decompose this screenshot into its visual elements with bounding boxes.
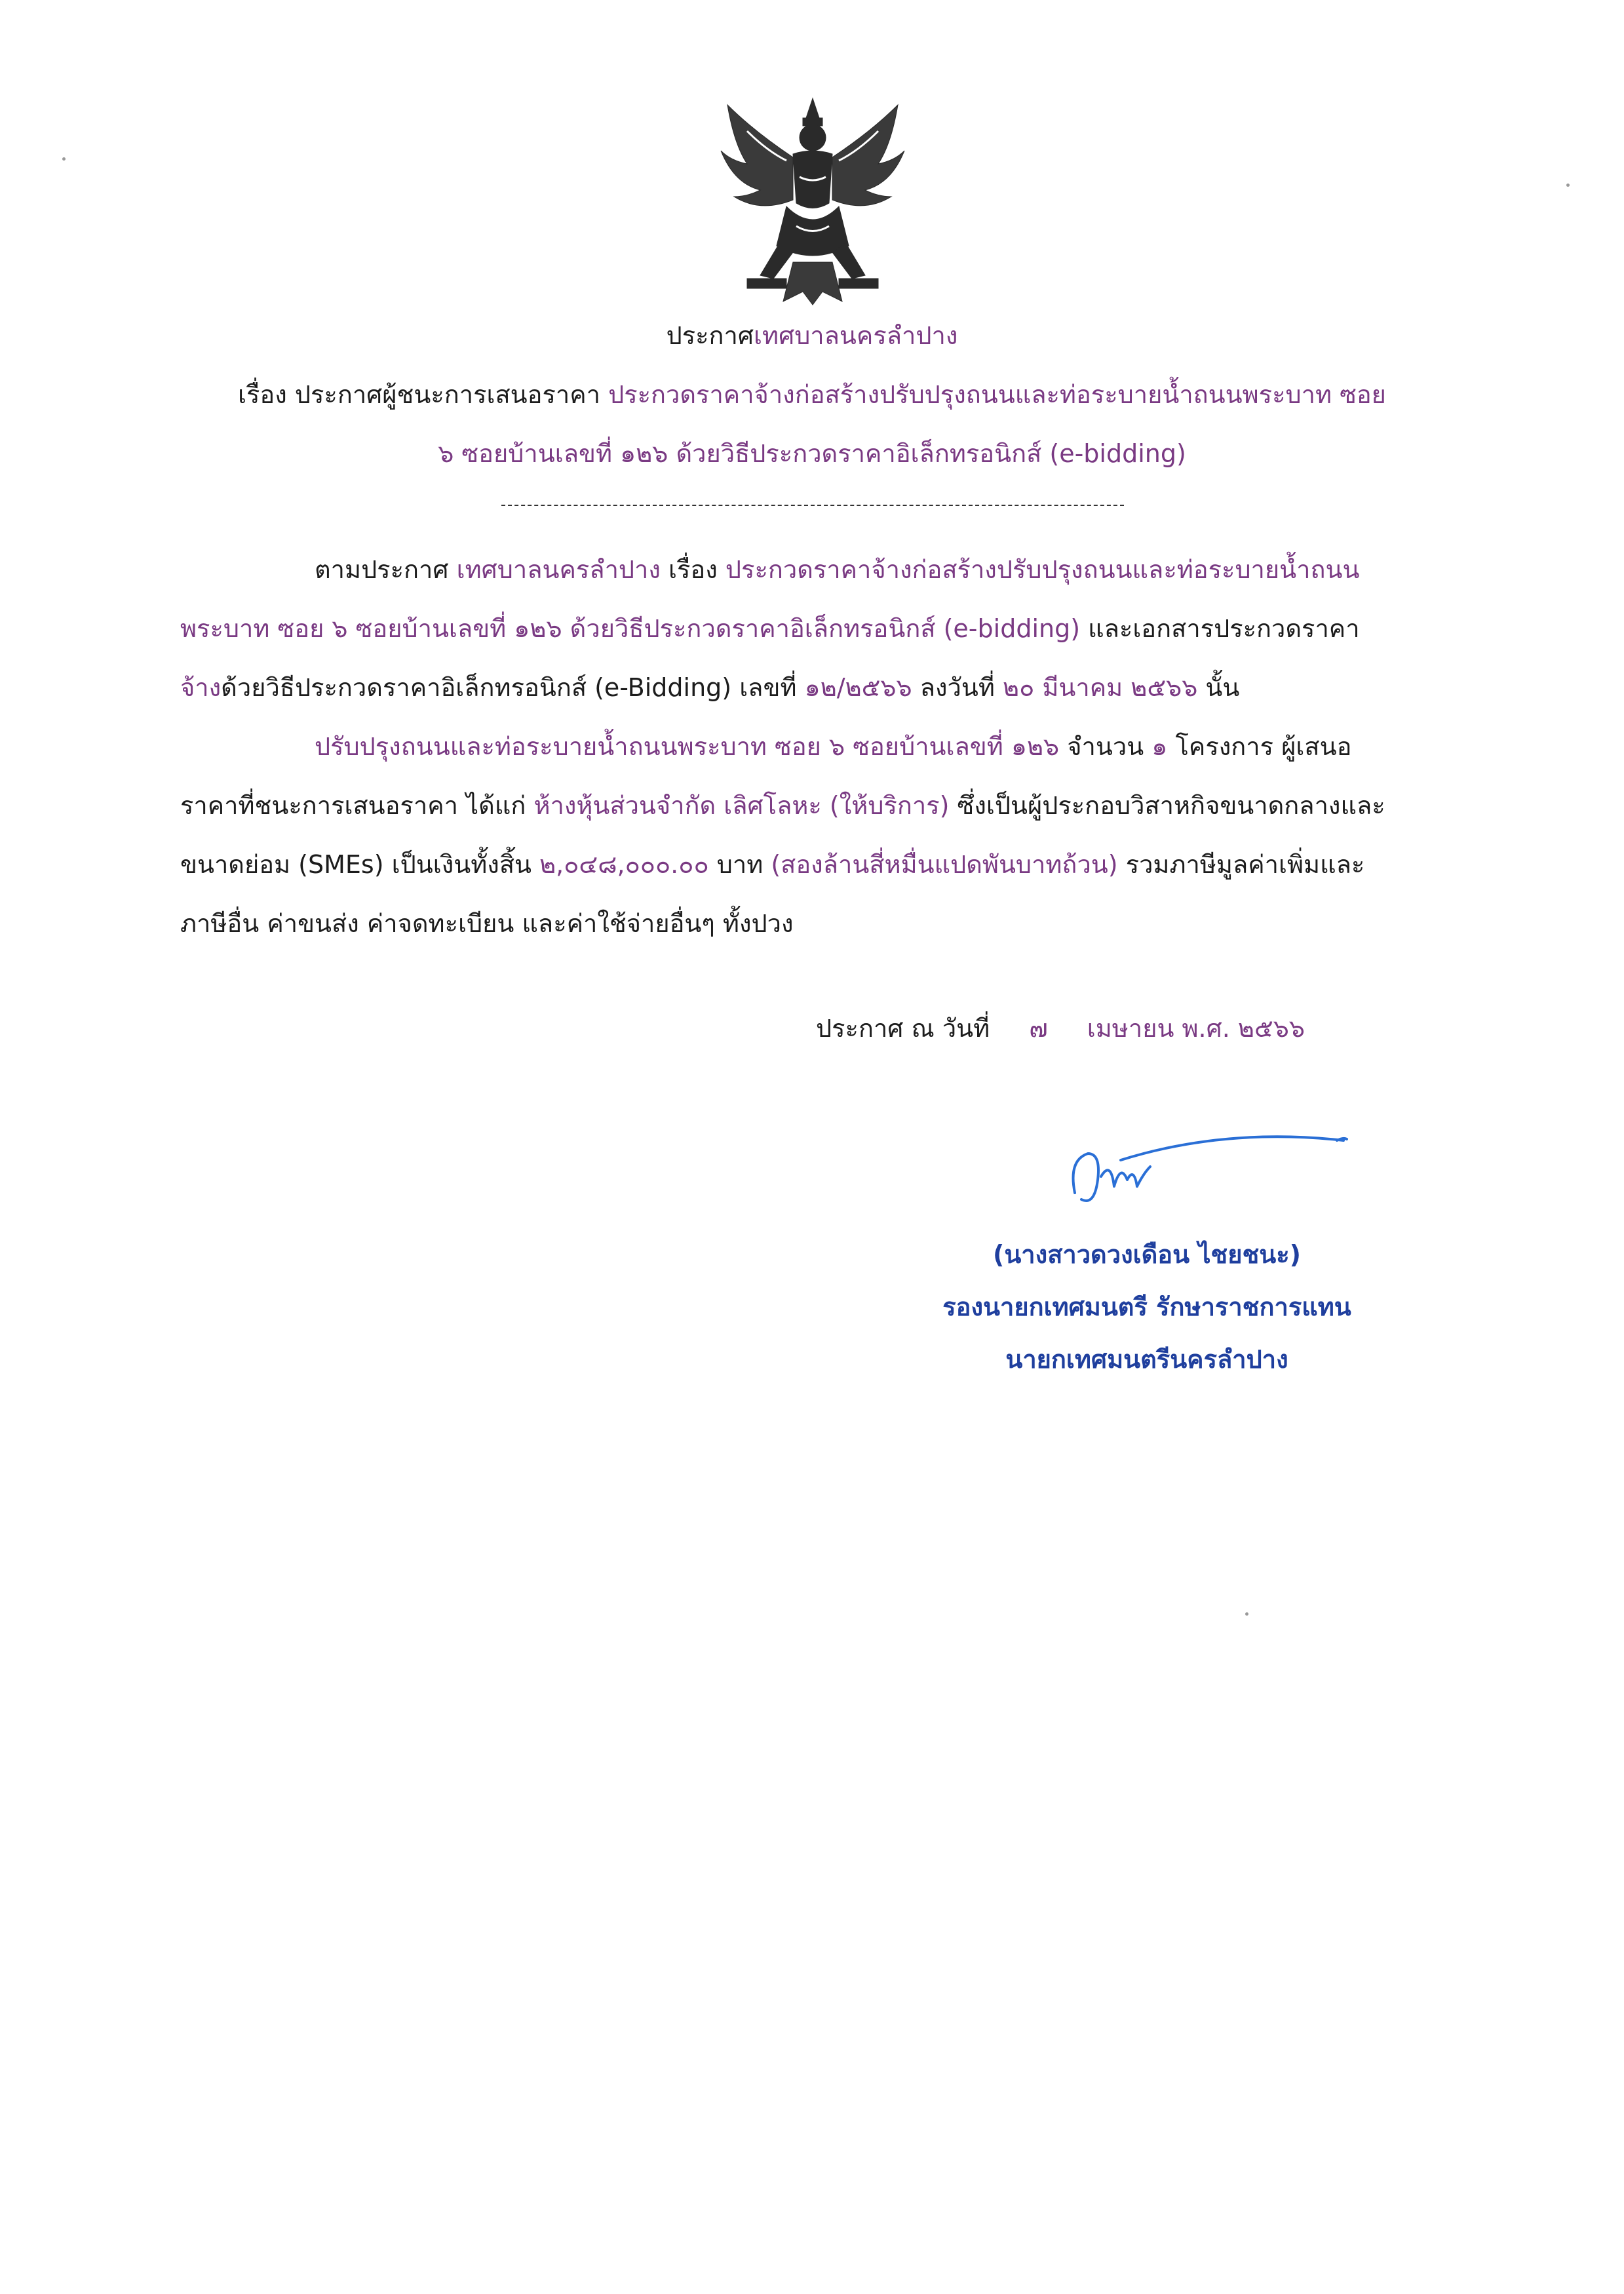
- subject-line-2: ๖ ซอยบ้านเลขที่ ๑๒๖ ด้วยวิธีประกวดราคาอิเล็กทรอนิกส์ (e-bidding): [438, 439, 1186, 468]
- issuer-prefix: ประกาศ: [666, 321, 754, 350]
- text-segment: รวมภาษีมูลค่าเพิ่มและ: [1125, 850, 1365, 879]
- text-segment: เรื่อง: [668, 555, 718, 584]
- signer-title-line-1: รองนายกเทศมนตรี รักษาราชการแทน: [942, 1293, 1351, 1321]
- subject-line-1: [0, 379, 1624, 410]
- text-segment: และเอกสารประกวดราคา: [1088, 614, 1360, 643]
- text-segment: ซึ่งเป็นผู้ประกอบวิสาหกิจขนาดกลางและ: [957, 791, 1385, 820]
- amount-in-words: (สองล้านสี่หมื่นแปดพันบาทถ้วน): [771, 850, 1118, 879]
- paragraph-1-line-2: [180, 613, 1360, 644]
- subject-label: เรื่อง ประกาศผู้ชนะการเสนอราคา: [238, 380, 600, 409]
- text-segment: ตามประกาศ: [315, 555, 449, 584]
- scan-speck: [62, 157, 66, 161]
- winning-amount: ๒,๐๔๘,๐๐๐.๐๐: [539, 850, 709, 879]
- announcement-date: [816, 1013, 1305, 1044]
- paragraph-1-line-3: [180, 672, 1239, 703]
- project-title: ประกวดราคาจ้างก่อสร้างปรับปรุงถนนและท่อระบายน้ำถนน: [725, 555, 1360, 584]
- project-title: พระบาท ซอย ๖ ซอยบ้านเลขที่ ๑๒๖ ด้วยวิธีประกวดราคาอิเล็กทรอนิกส์ (e-bidding): [180, 614, 1081, 643]
- document-date: ๒๐ มีนาคม ๒๕๖๖: [1003, 673, 1198, 702]
- text-segment: นั้น: [1205, 673, 1240, 702]
- text-segment: โครงการ: [1175, 732, 1274, 761]
- date-label: ประกาศ ณ วันที่: [816, 1014, 990, 1043]
- paragraph-2-line-4: ภาษีอื่น ค่าขนส่ง ค่าจดทะเบียน และค่าใช้จ่ายอื่นๆ ทั้งปวง: [180, 909, 794, 938]
- subject-title-part-1: ประกวดราคาจ้างก่อสร้างปรับปรุงถนนและท่อระบายน้ำถนนพระบาท ซอย: [608, 380, 1386, 409]
- text-segment: ราคาที่ชนะการเสนอราคา ได้แก่: [180, 791, 526, 820]
- text-segment: ผู้เสนอ: [1281, 732, 1352, 761]
- text-segment: จำนวน: [1067, 732, 1144, 761]
- signer-title-line-2: นายกเทศมนตรีนครลำปาง: [1005, 1345, 1288, 1374]
- divider: [501, 505, 1124, 506]
- text-segment: จ้าง: [180, 673, 222, 702]
- text-segment: ด้วยวิธีประกวดราคาอิเล็กทรอนิกส์ (e-Bidding) เลขที่: [221, 673, 797, 702]
- text-segment: ขนาดย่อม (SMEs) เป็นเงินทั้งสิ้น: [180, 850, 532, 879]
- issuer-name: เทศบาลนครลำปาง: [754, 321, 958, 350]
- scan-speck: [1566, 184, 1570, 187]
- signer-name: (นางสาวดวงเดือน ไชยชนะ): [992, 1240, 1302, 1269]
- paragraph-2-line-1: [315, 731, 1351, 762]
- paragraph-2-line-2: [180, 790, 1385, 821]
- paragraph-1-line-1: [315, 554, 1359, 585]
- document-number: ๑๒/๒๕๖๖: [804, 673, 912, 702]
- issuer-heading: [0, 320, 1624, 351]
- paragraph-2-line-3: [180, 849, 1364, 880]
- date-day: ๗: [1029, 1014, 1048, 1043]
- text-segment: ลงวันที่: [919, 673, 995, 702]
- scan-speck: [1245, 1612, 1248, 1616]
- handwritten-signature: [1062, 1114, 1350, 1226]
- project-count: ๑: [1151, 732, 1168, 761]
- garuda-emblem-icon: [708, 92, 918, 308]
- issuer-reference: เทศบาลนครลำปาง: [456, 555, 661, 584]
- winner-name: ห้างหุ้นส่วนจำกัด เลิศโลหะ (ให้บริการ): [533, 791, 950, 820]
- text-segment: บาท: [716, 850, 764, 879]
- project-title: ปรับปรุงถนนและท่อระบายน้ำถนนพระบาท ซอย ๖ ซอยบ้านเลขที่ ๑๒๖: [315, 732, 1060, 761]
- date-month-year: เมษายน พ.ศ. ๒๕๖๖: [1087, 1014, 1305, 1043]
